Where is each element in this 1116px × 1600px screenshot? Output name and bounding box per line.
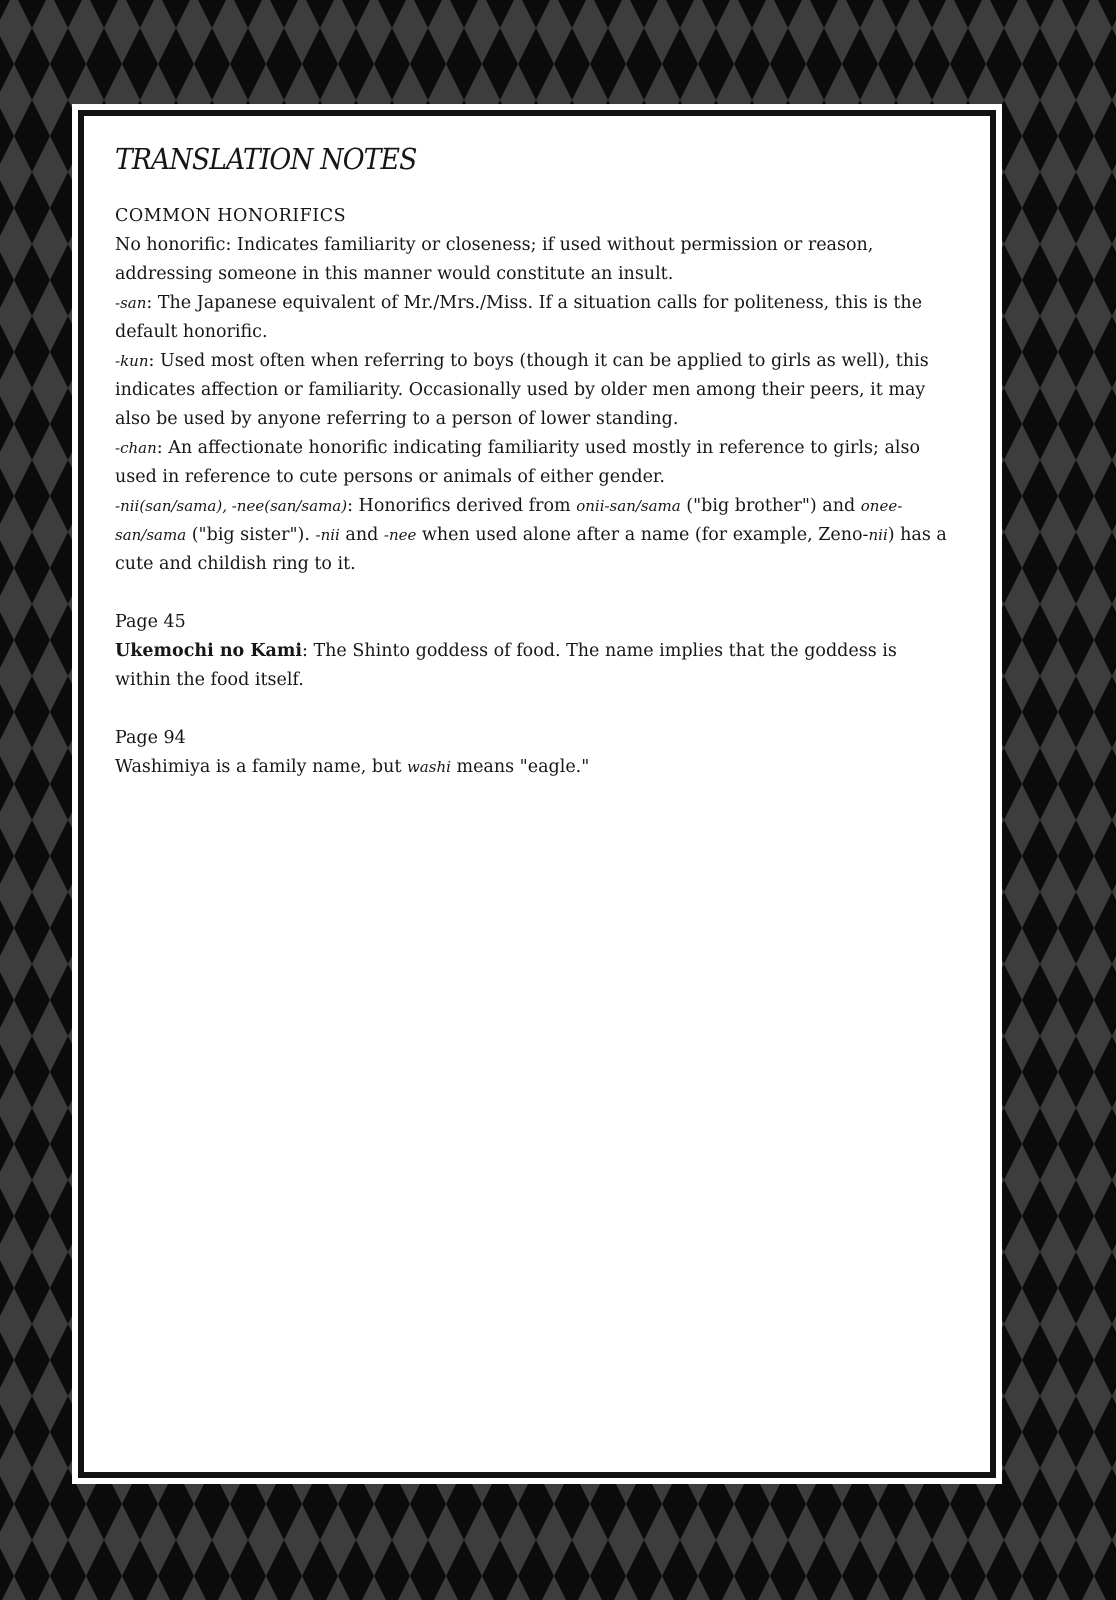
term-nee: -nee(san/sama) [231, 497, 348, 515]
definition-part: when used alone after a name (for example, Zeno- [416, 525, 869, 545]
definition-part: and [339, 525, 384, 545]
definition-san: : The Japanese equivalent of Mr./Mrs./Miss. If a situation calls for politeness, this is the default honorific. [115, 293, 923, 342]
note-chan [115, 434, 955, 492]
note-nii-nee [115, 492, 955, 579]
spacer [115, 579, 955, 608]
note-no-honorific: No honorific: Indicates familiarity or closeness; if used without permission or reason, addressing someone in this manner would constitute an insult. [115, 235, 874, 284]
term-nii-short: -nii [315, 526, 340, 544]
spacer [115, 695, 955, 724]
note-ukemochi [115, 637, 955, 695]
definition-ukemochi: : The Shinto goddess of food. The name implies that the goddess is within the food itself. [115, 641, 897, 690]
definition-part: ) has a cute and childish ring to it. [115, 525, 947, 574]
notes-content [115, 142, 955, 782]
term-chan: -chan [115, 439, 157, 457]
page-title: TRANSLATION NOTES [115, 142, 417, 176]
term-onii: onii-san/sama [576, 497, 681, 515]
term-san: -san [115, 294, 147, 312]
note-kun [115, 347, 955, 434]
notes-page-frame [72, 104, 1002, 1484]
definition-kun: : Used most often when referring to boys (though it can be applied to girls as well), this indicates affection or familiarity. Occasionally used by older men among their peers, it may also be used by anyone referring to a person of lower standing. [115, 351, 929, 429]
term-nee-short: -nee [383, 526, 417, 544]
term-washi: washi [406, 758, 451, 776]
page-reference: Page 94 [115, 728, 186, 748]
definition-part: : Honorifics derived from [347, 496, 577, 516]
section-heading: COMMON HONORIFICS [115, 206, 347, 226]
term-nii: -nii(san/sama), [115, 497, 232, 515]
definition-part: ("big sister"). [186, 525, 316, 545]
note-washimiya [115, 753, 955, 782]
definition-part: ("big brother") and [680, 496, 861, 516]
notes-page-border [78, 110, 996, 1478]
term-onee: onee-san/sama [115, 497, 903, 544]
page-reference: Page 45 [115, 612, 186, 632]
term-nii-example: nii [868, 526, 888, 544]
term-kun: -kun [115, 352, 149, 370]
definition-part: means "eagle." [450, 757, 590, 777]
definition-part: Washimiya is a family name, but [115, 757, 407, 777]
definition-chan: : An affectionate honorific indicating familiarity used mostly in reference to girls; also used in reference to cute persons or animals of either gender. [115, 438, 921, 487]
term-ukemochi: Ukemochi no Kami [115, 641, 303, 661]
note-san [115, 289, 955, 347]
